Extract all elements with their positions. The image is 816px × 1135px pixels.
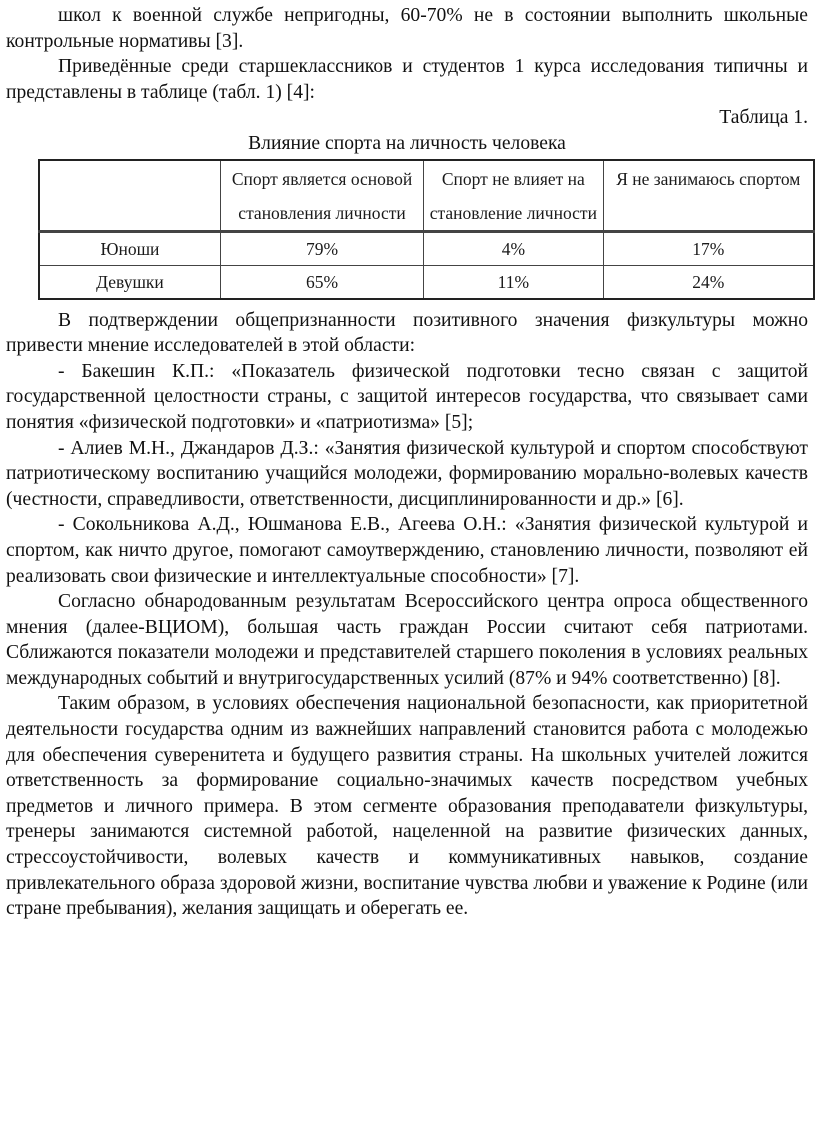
table-header-row xyxy=(39,160,814,232)
sport-influence-table-wrapper xyxy=(38,159,815,300)
paragraph-quote-bakeshin: - Бакешин К.П.: «Показатель физической подготовки тесно связан с защитой государственной целостности страны, с защитой интересов государства, что связывает сами понятия «физической подготовки» и «патриотизма» [5]; xyxy=(6,360,808,433)
table-header-cell xyxy=(39,160,220,232)
table-caption: Влияние спорта на личность человека xyxy=(248,132,566,154)
paragraph-quote-aliev: - Алиев М.Н., Джандаров Д.З.: «Занятия физической культурой и спортом способствуют патриотическому воспитанию учащийся молодежи, формированию морально-волевых качеств (честности, справедливости, ответственности, дисциплинированности и др.» [6]. xyxy=(6,437,808,510)
paragraph-researchers-intro: В подтверждении общепризнанности позитивного значения физкультуры можно привести мнение исследователей в этой области: xyxy=(6,309,808,357)
paragraph-military-service: школ к военной службе непригодны, 60-70% не в состоянии выполнить школьные контрольные нормативы [3]. xyxy=(6,5,808,52)
paragraph-quote-sokolnikova: - Сокольникова А.Д., Юшманова Е.В., Агеева О.Н.: «Занятия физической культурой и спортом, как ничто другое, помогают самоутверждению, становлению личности, позволяют ей реализовать свои физические и интеллектуальные способности» [7]. xyxy=(6,514,808,587)
table-header-cell: Я не занимаюсь спортом xyxy=(603,160,814,232)
table-cell: 65% xyxy=(220,265,423,299)
table-header-cell: Спорт не влияет на становление личности xyxy=(424,160,603,232)
table-cell: Девушки xyxy=(39,265,220,299)
table-row xyxy=(39,265,814,299)
table-label: Таблица 1. xyxy=(719,107,808,129)
paragraph-vciom-results: Согласно обнародованным результатам Всероссийского центра опроса общественного мнения (далее-ВЦИОМ), большая часть граждан России считают себя патриотами. Сближаются показатели молодежи и представителей старшего поколения в условиях реальных международных событий и внутригосударственных усилий (87% и 94% соответственно) [8]. xyxy=(6,591,808,689)
sport-influence-table xyxy=(38,159,815,300)
paragraph-conclusion: Таким образом, в условиях обеспечения национальной безопасности, как приоритетной деятельности государства одним из важнейших направлений становится работа с молодежью для обеспечения суверенитета и будущего развития страны. На школьных учителей ложится ответственность за формирование социально-значимых качеств посредством учебных предметов и личного примера. В этом сегменте образования преподаватели физкультуры, тренеры занимаются системной работой, нацеленной на развитие физических данных, стрессоустойчивости, волевых качеств и коммуникативных навыков, создание привлекательного образа здоровой жизни, воспитание чувства любви и уважение к Родине (или стране пребывания), желания защищать и оберегать ее. xyxy=(6,693,808,920)
paragraph-research-intro: Приведённые среди старшеклассников и студентов 1 курса исследования типичны и представлены в таблице (табл. 1) [4]: xyxy=(6,56,808,103)
table-header-cell: Спорт является основой становления личности xyxy=(220,160,423,232)
document-page xyxy=(0,3,816,1135)
table-row xyxy=(39,231,814,265)
table-cell: 24% xyxy=(603,265,814,299)
table-cell: 79% xyxy=(220,231,423,265)
table-cell: Юноши xyxy=(39,231,220,265)
table-cell: 4% xyxy=(424,231,603,265)
table-cell: 11% xyxy=(424,265,603,299)
table-cell: 17% xyxy=(603,231,814,265)
